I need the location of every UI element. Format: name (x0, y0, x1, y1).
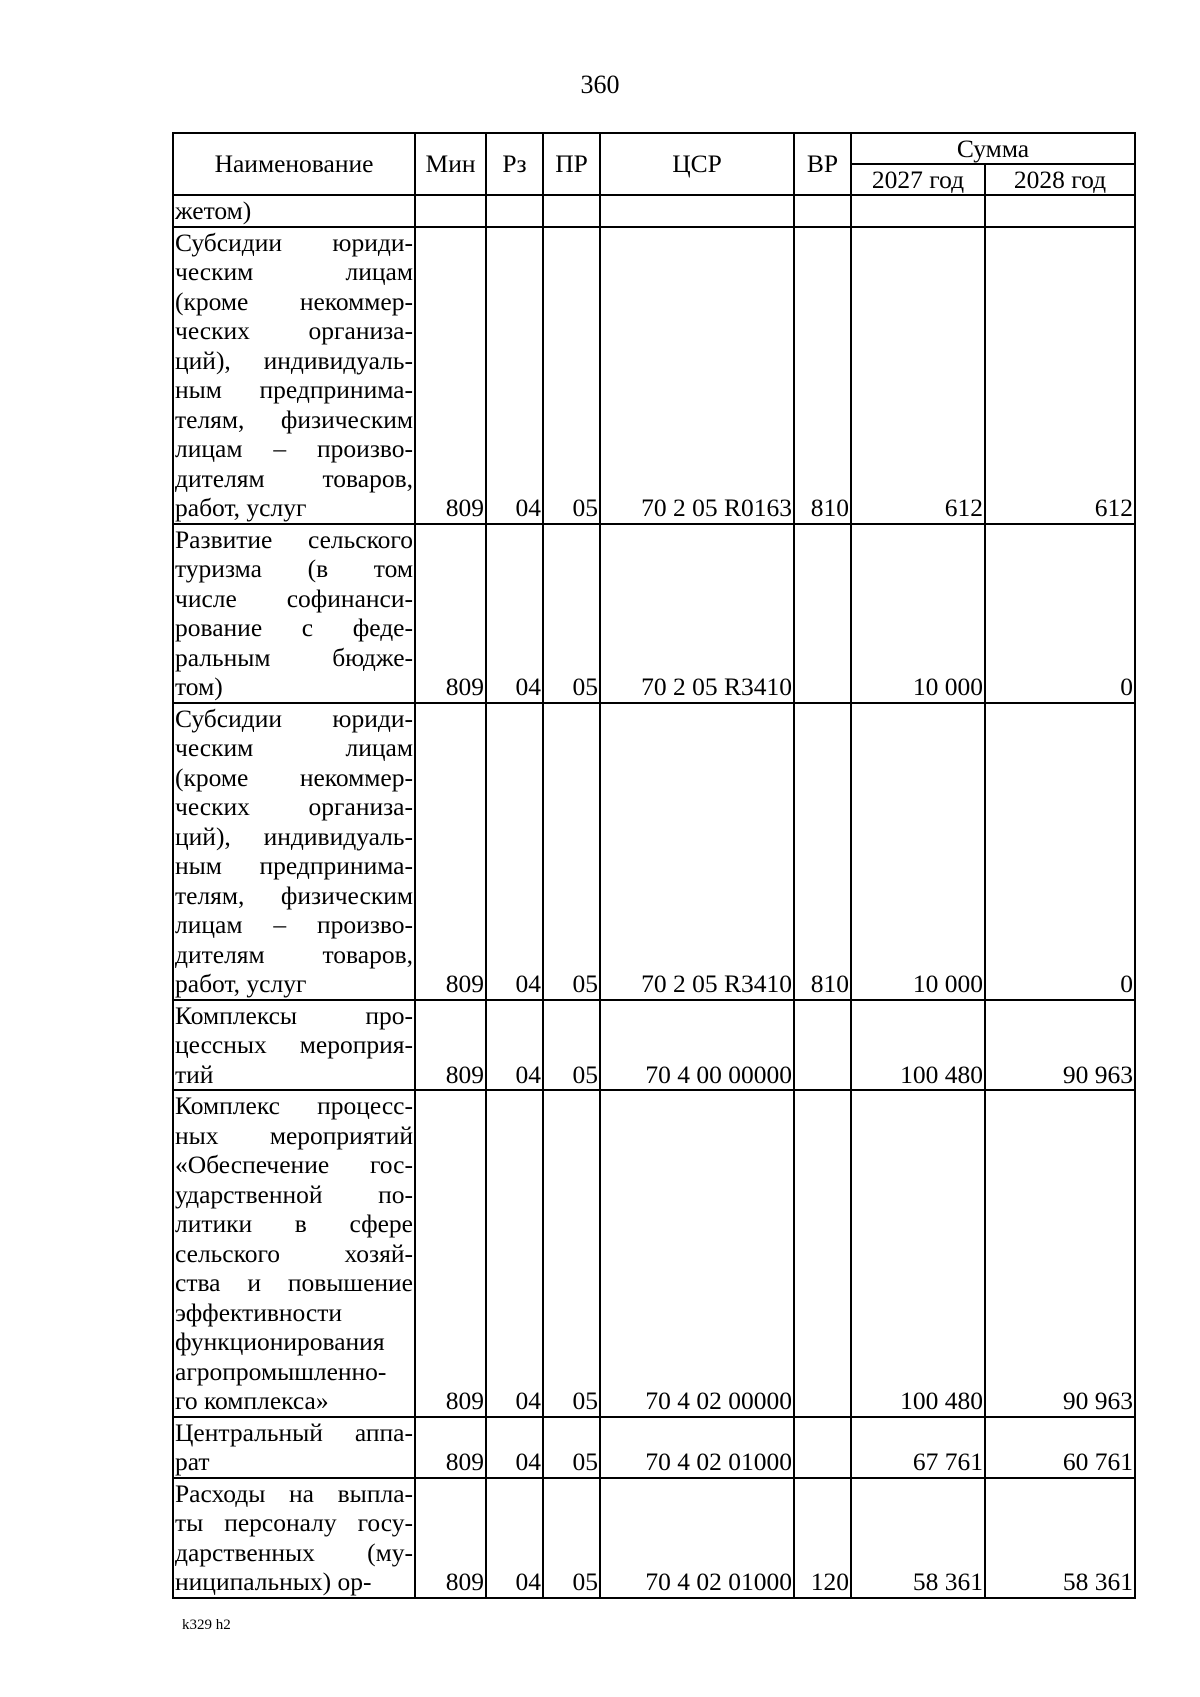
header-csr: ЦСР (600, 133, 794, 195)
row-amount-2027: 100 480 (851, 1000, 985, 1091)
row-name-line: ных мероприятий (175, 1120, 413, 1150)
row-amount-2028: 612 (985, 227, 1135, 524)
row-vr (794, 1000, 851, 1091)
row-csr: 70 2 05 R0163 (600, 227, 794, 524)
row-name-line: Субсидии юриди- (175, 703, 413, 733)
header-sum: Сумма (851, 133, 1135, 164)
continuation-row (173, 195, 1135, 227)
row-name-line: дителям товаров, (175, 939, 413, 969)
header-pr: ПР (543, 133, 600, 195)
row-name-line: лицам – произво- (175, 910, 413, 939)
row-name-line: ства и повышение (175, 1268, 413, 1297)
row-name-line: ческим лицам (175, 733, 413, 762)
row-amount-2028: 90 963 (985, 1000, 1135, 1091)
row-amount-2028: 0 (985, 524, 1135, 703)
row-name-line: функционирования (175, 1327, 385, 1356)
row-name-line: агропромышленно- (175, 1356, 387, 1386)
table-body (173, 195, 1135, 1598)
row-rz: 04 (486, 1090, 543, 1417)
row-vr (794, 524, 851, 703)
row-name-line: цессных мероприя- (175, 1030, 413, 1059)
row-name-line: туризма (в том (175, 554, 413, 583)
row-amount-2027: 10 000 (851, 703, 985, 1000)
row-rz: 04 (486, 1417, 543, 1478)
row-min: 809 (415, 1090, 486, 1417)
row-name-line: (кроме некоммер- (175, 286, 413, 316)
row-name (173, 524, 415, 703)
row-rz: 04 (486, 703, 543, 1000)
row-name-line: работ, услуг (175, 969, 307, 998)
row-amount-2028: 0 (985, 703, 1135, 1000)
row-name-line: Центральный аппа- (175, 1417, 413, 1447)
row-vr (794, 1417, 851, 1478)
page-number: 360 (580, 70, 620, 99)
row-amount-2027: 100 480 (851, 1090, 985, 1417)
table-row (173, 227, 1135, 524)
row-name-line: лицам – произво- (175, 434, 413, 463)
row-name (173, 1090, 415, 1417)
row-pr: 05 (543, 1478, 600, 1598)
row-name-line: рование с феде- (175, 613, 413, 642)
row-amount-2028: 58 361 (985, 1478, 1135, 1598)
row-amount-2027: 612 (851, 227, 985, 524)
row-name-line: ниципальных) ор- (175, 1567, 372, 1596)
row-name-line: «Обеспечение гос- (175, 1150, 413, 1179)
row-name (173, 1000, 415, 1091)
row-name-line: ций), индивидуаль- (175, 821, 413, 851)
row-min: 809 (415, 1478, 486, 1598)
header-rz: Рз (486, 133, 543, 195)
row-name-line: литики в сфере (175, 1209, 413, 1238)
row-name-line: ным предпринима- (175, 375, 413, 404)
row-name-line: ральным бюдже- (175, 642, 413, 672)
row-name-line: го комплекса» (175, 1386, 329, 1415)
row-csr: 70 2 05 R3410 (600, 703, 794, 1000)
row-name-line: Субсидии юриди- (175, 227, 413, 257)
row-amount-2027: 10 000 (851, 524, 985, 703)
row-rz: 04 (486, 1000, 543, 1091)
row-name-line: ты персоналу госу- (175, 1508, 413, 1537)
row-pr: 05 (543, 703, 600, 1000)
row-name-line: (кроме некоммер- (175, 762, 413, 792)
row-rz: 04 (486, 227, 543, 524)
header-name: Наименование (173, 133, 415, 195)
row-csr: 70 4 02 00000 (600, 1090, 794, 1417)
row-name-line: ческим лицам (175, 257, 413, 286)
row-name-line: работ, услуг (175, 493, 307, 522)
row-rz: 04 (486, 1478, 543, 1598)
row-name-line: эффективности (175, 1297, 343, 1327)
row-vr: 810 (794, 227, 851, 524)
table-row (173, 1417, 1135, 1478)
row-pr: 05 (543, 1417, 600, 1478)
table-row (173, 524, 1135, 703)
row-min: 809 (415, 1000, 486, 1091)
row-csr: 70 4 02 01000 (600, 1417, 794, 1478)
row-min: 809 (415, 1417, 486, 1478)
row-name-line: ческих организа- (175, 792, 413, 821)
row-pr: 05 (543, 1090, 600, 1417)
row-name-line: числе софинанси- (175, 583, 413, 613)
row-name-line: ций), индивидуаль- (175, 345, 413, 375)
row-amount-2027: 58 361 (851, 1478, 985, 1598)
row-rz: 04 (486, 524, 543, 703)
row-name-line: сельского хозяй- (175, 1238, 413, 1268)
row-name-line: дителям товаров, (175, 463, 413, 493)
header-vr: ВР (794, 133, 851, 195)
row-name-line: дарственных (му- (175, 1537, 413, 1567)
row-name-line: ческих организа- (175, 316, 413, 345)
row-name-line: Расходы на выпла- (175, 1478, 413, 1508)
row-amount-2028: 60 761 (985, 1417, 1135, 1478)
row-name-line: том) (175, 672, 223, 701)
row-amount-2028: 90 963 (985, 1090, 1135, 1417)
row-name-line: Развитие сельского (175, 524, 413, 554)
row-name-line: Комплекс процесс- (175, 1091, 413, 1120)
row-pr: 05 (543, 524, 600, 703)
continuation-text: жетом) (173, 195, 415, 227)
row-name-line: тий (175, 1059, 214, 1089)
row-min: 809 (415, 524, 486, 703)
row-min: 809 (415, 703, 486, 1000)
header-year-2028: 2028 год (985, 164, 1135, 195)
row-name-line: телям, физическим (175, 880, 413, 910)
row-name-line: телям, физическим (175, 404, 413, 434)
row-name-line: ударственной по- (175, 1179, 413, 1209)
table-row (173, 1478, 1135, 1598)
row-name-line: ным предпринима- (175, 851, 413, 880)
row-amount-2027: 67 761 (851, 1417, 985, 1478)
row-name (173, 1478, 415, 1598)
row-csr: 70 2 05 R3410 (600, 524, 794, 703)
row-name (173, 703, 415, 1000)
row-pr: 05 (543, 227, 600, 524)
row-name (173, 1417, 415, 1478)
table-row (173, 703, 1135, 1000)
table-row (173, 1000, 1135, 1091)
row-vr (794, 1090, 851, 1417)
header-year-2027: 2027 год (851, 164, 985, 195)
row-vr: 810 (794, 703, 851, 1000)
row-min: 809 (415, 227, 486, 524)
budget-table (172, 132, 1136, 1599)
header-min: Мин (415, 133, 486, 195)
row-csr: 70 4 02 01000 (600, 1478, 794, 1598)
row-name-line: рат (175, 1447, 210, 1476)
row-name (173, 227, 415, 524)
footer-code: k329 h2 (182, 1617, 231, 1633)
row-pr: 05 (543, 1000, 600, 1091)
table-row (173, 1090, 1135, 1417)
row-name-line: Комплексы про- (175, 1000, 413, 1030)
row-csr: 70 4 00 00000 (600, 1000, 794, 1091)
row-vr: 120 (794, 1478, 851, 1598)
